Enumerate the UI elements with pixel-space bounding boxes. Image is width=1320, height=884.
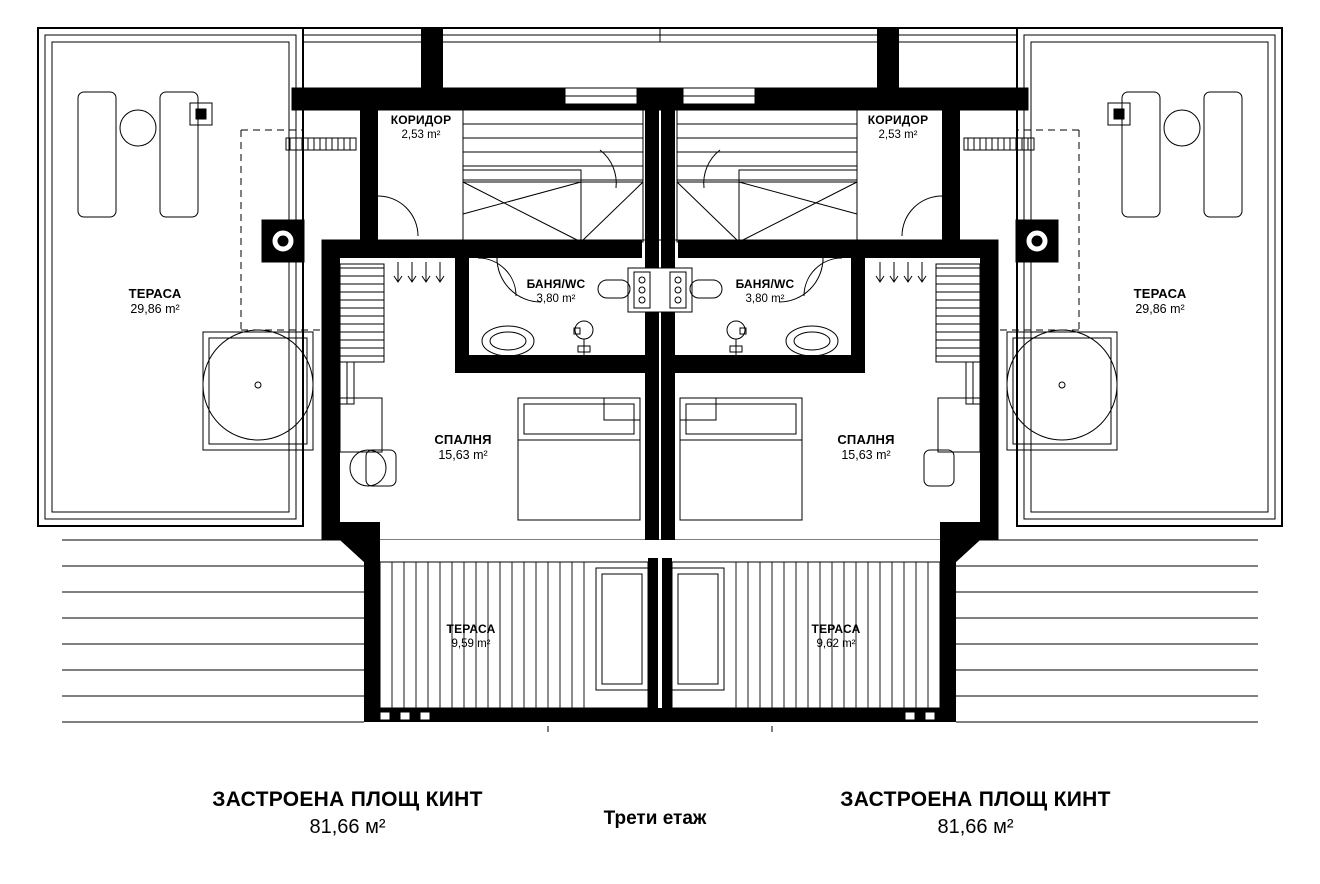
- room-name: КОРИДОР: [390, 113, 452, 127]
- room-name: ТЕРАСА: [446, 622, 496, 636]
- built-area-right-value: 81,66 м²: [937, 816, 1014, 838]
- room-area: 15,63 m²: [841, 448, 891, 463]
- room-name: ТЕРАСА: [1133, 286, 1187, 301]
- built-area-right: [803, 788, 1148, 839]
- room-name: БАНЯ/WC: [735, 277, 795, 291]
- room-name: СПАЛНЯ: [434, 432, 492, 447]
- room-area: 29,86 m²: [1135, 302, 1185, 317]
- built-area-left: [175, 788, 520, 839]
- floor-title: Трети етаж: [603, 808, 707, 829]
- room-name: ТЕРАСА: [811, 622, 861, 636]
- room-area: 3,80 m²: [745, 293, 785, 305]
- room-area: 3,80 m²: [536, 293, 576, 305]
- room-name: СПАЛНЯ: [837, 432, 895, 447]
- room-area: 9,62 m²: [816, 638, 856, 650]
- built-area-left-title: ЗАСТРОЕНА ПЛОЩ КИНТ: [212, 788, 483, 811]
- room-name: ТЕРАСА: [128, 286, 182, 301]
- room-area: 29,86 m²: [130, 302, 180, 317]
- room-name: КОРИДОР: [867, 113, 929, 127]
- room-area: 2,53 m²: [878, 129, 918, 141]
- built-area-left-value: 81,66 м²: [309, 816, 386, 838]
- room-name: БАНЯ/WC: [526, 277, 586, 291]
- room-area: 9,59 m²: [451, 638, 491, 650]
- room-area: 15,63 m²: [438, 448, 488, 463]
- room-area: 2,53 m²: [401, 129, 441, 141]
- built-area-right-title: ЗАСТРОЕНА ПЛОЩ КИНТ: [840, 788, 1111, 811]
